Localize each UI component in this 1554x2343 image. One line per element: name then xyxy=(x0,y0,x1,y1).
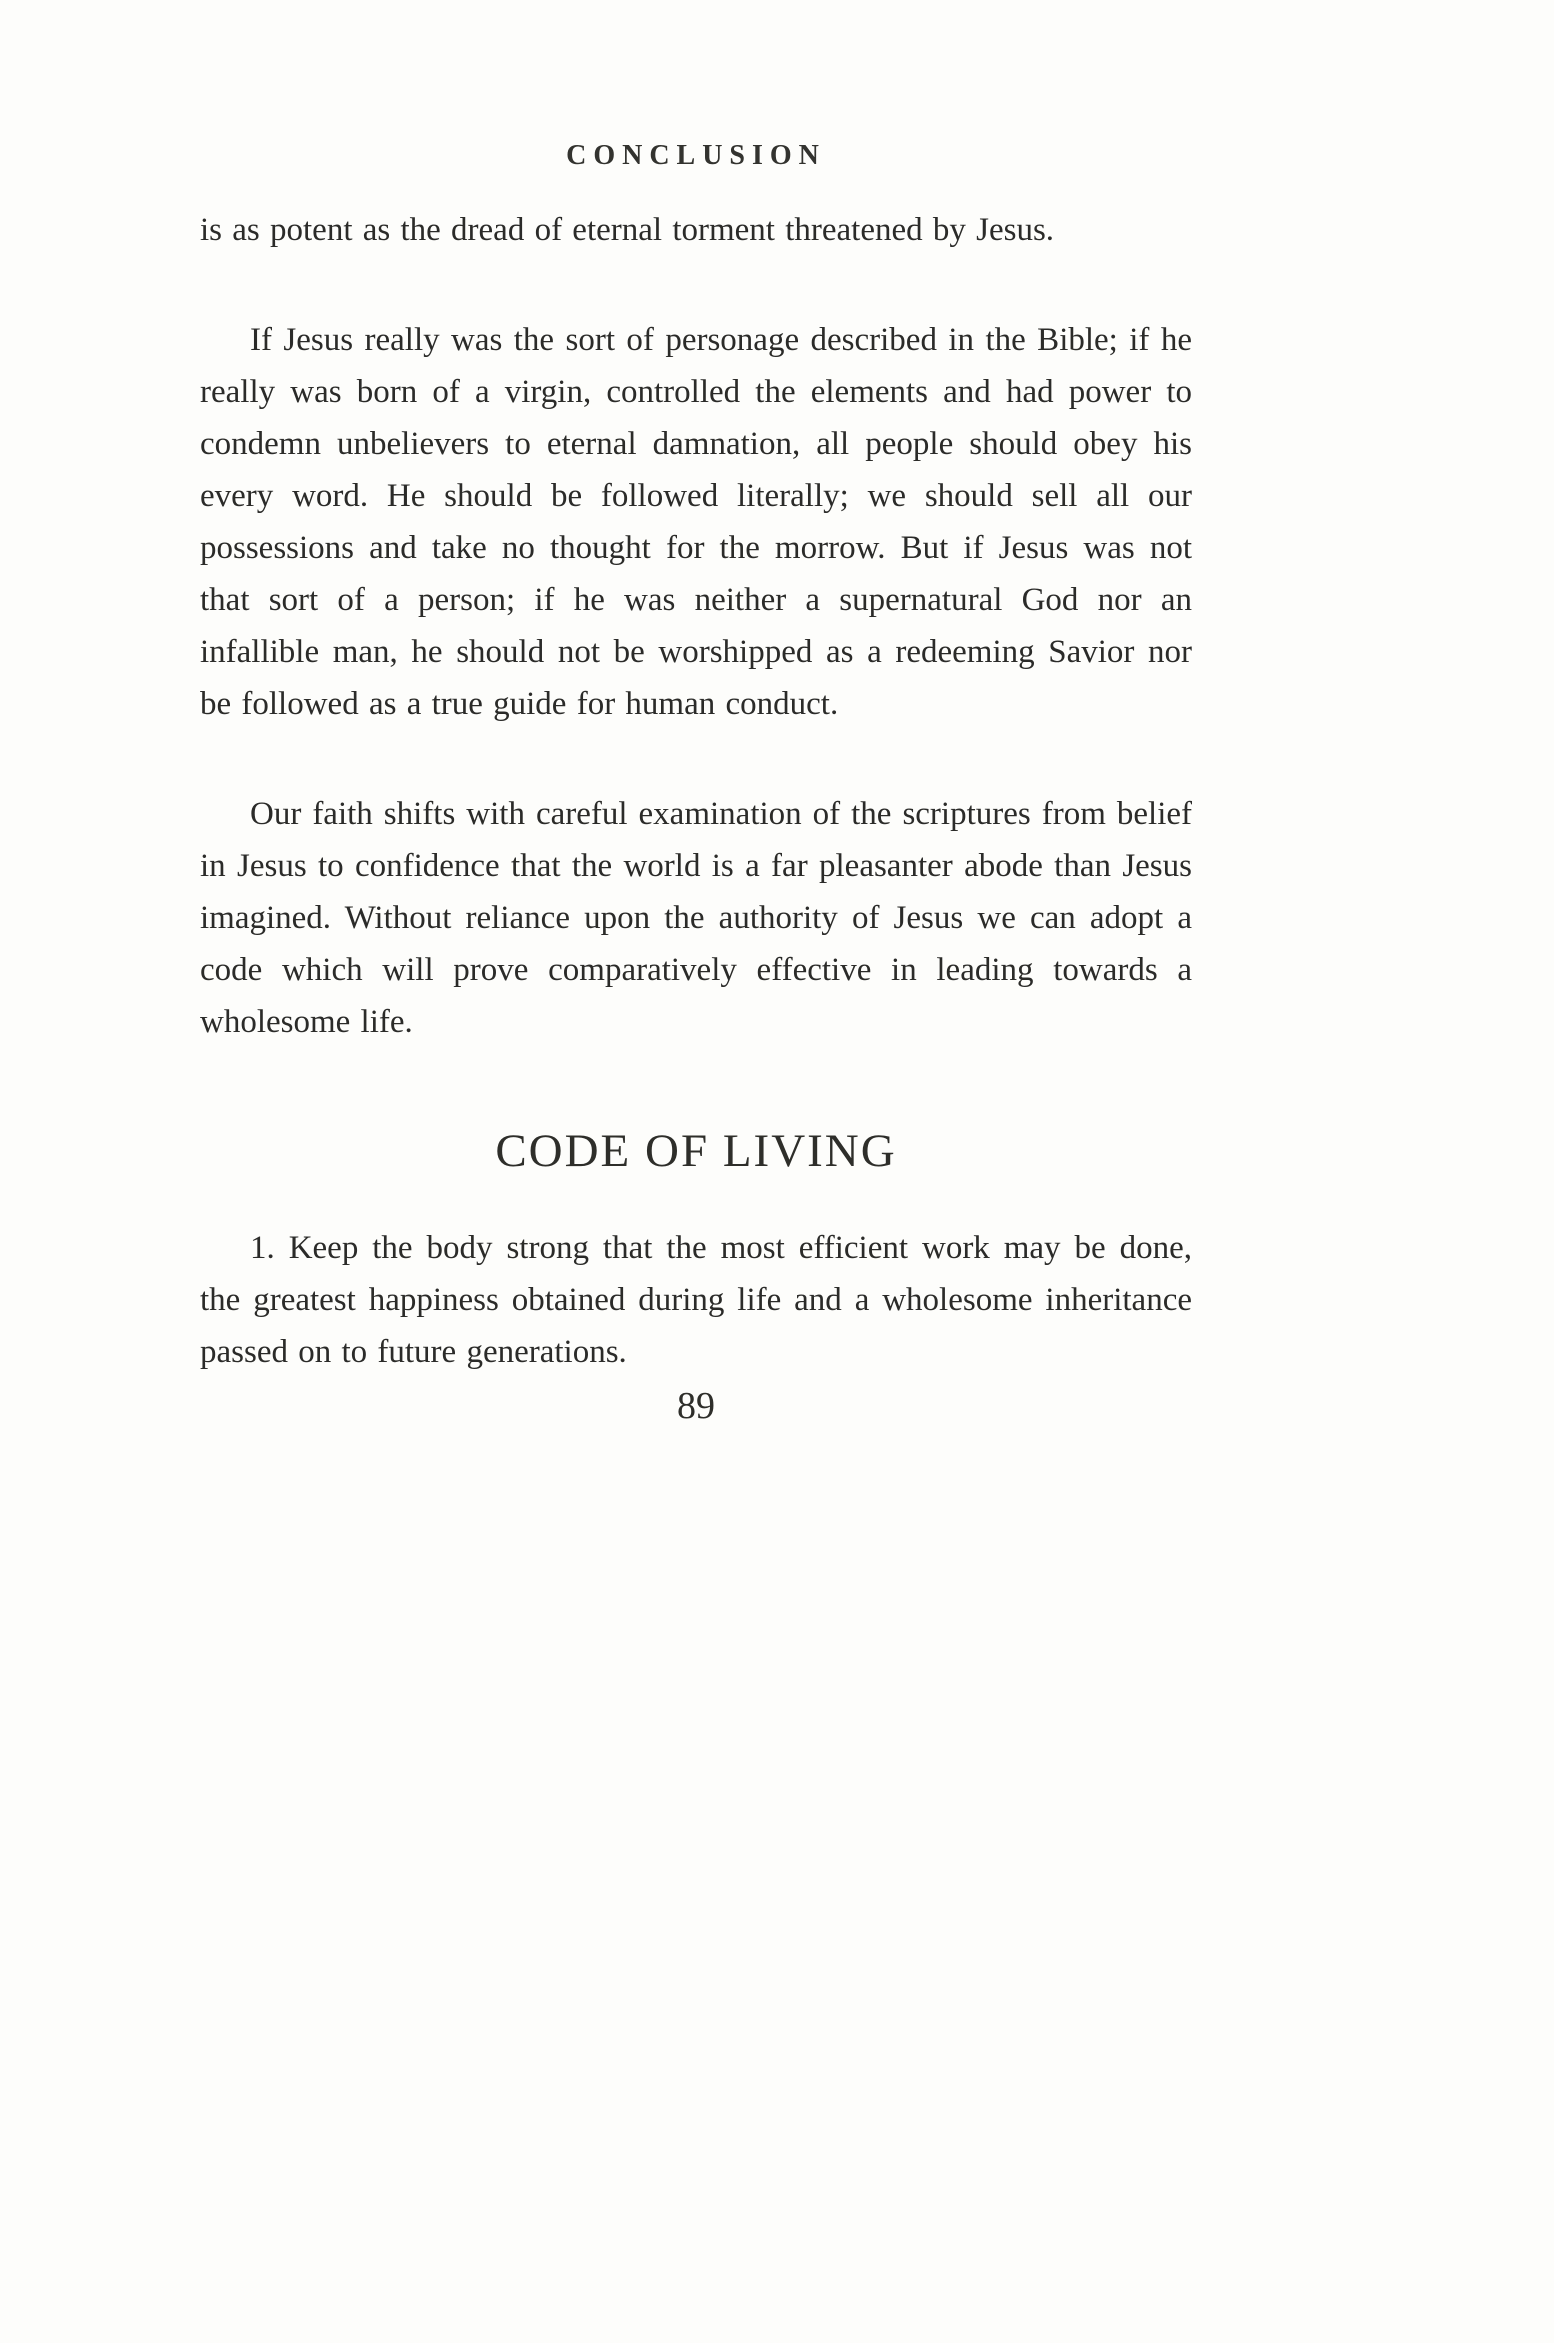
running-head: CONCLUSION xyxy=(566,140,826,171)
body-paragraph: If Jesus really was the sort of personage described in the Bible; if he really was born of a virgin, controlled the elements and had power to condemn unbelievers to eternal damnation, all people should obey his every word. He should be followed literally; we should sell all our possessions and take no thought for the morrow. But if Jesus was not that sort of a person; if he was neither a supernatural God nor an infallible man, he should not be worshipped as a redeeming Savior nor be followed as a true guide for human conduct. xyxy=(200,322,1192,722)
body-paragraph: is as potent as the dread of eternal torment threatened by Jesus. xyxy=(200,212,1055,248)
body-paragraph: Our faith shifts with careful examination of the scriptures from belief in Jesus to confidence that the world is a far pleasanter abode than Jesus imagined. Without reliance upon the authority of Jesus we can adopt a code which will prove comparatively effective in leading towards a wholesome life. xyxy=(200,796,1192,1040)
text-block xyxy=(200,140,1192,1428)
page-number: 89 xyxy=(677,1385,715,1427)
list-item: 1. Keep the body strong that the most efficient work may be done, the greatest happiness obtained during life and a wholesome inheritance passed on to future generations. xyxy=(200,1230,1192,1370)
section-heading: CODE OF LIVING xyxy=(495,1125,897,1177)
